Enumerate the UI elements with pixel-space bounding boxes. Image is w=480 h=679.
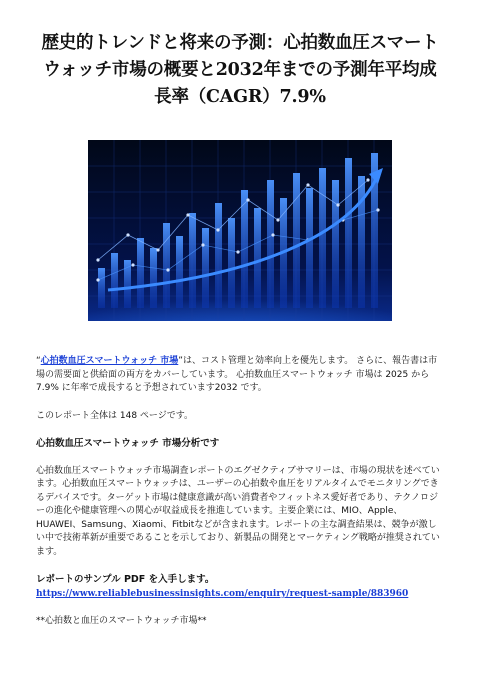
decorative-bar: [228, 218, 235, 308]
decorative-bar: [215, 203, 222, 308]
decorative-bar: [345, 158, 352, 308]
decorative-point: [216, 228, 219, 231]
page-title: 歴史的トレンドと将来の予測：心拍数血圧スマートウォッチ市場の概要と2032年までの予測年平均成長率（CAGR）7.9%: [41, 33, 439, 107]
decorative-point: [276, 218, 279, 221]
decorative-point: [96, 258, 99, 261]
decorative-point: [166, 268, 169, 271]
decorative-bar: [189, 213, 196, 308]
sample-url-link[interactable]: https://www.reliablebusinessinsights.com/enquiry/request-sample/883960: [36, 589, 409, 599]
decorative-bar: [306, 188, 313, 308]
analysis-body: 心拍数血圧スマートウォッチ市場調査レポートのエグゼクティブサマリーは、市場の現状を述べています。心拍数血圧スマートウォッチは、ユーザーの心拍数や血圧をリアルタイムでモニタリングできるデバイスです。ターゲット市場は健康意識が高い消費者やフィットネス愛好者であり、テクノロジーの進化や健康管理への関心が収益成長を推進しています。主要企業には、MIO、Apple、HUAWEI、Samsung、Xiaomi、Fitbitなどが含まれます。レポートの主な調査結果は、競争が激しい中で技術革新が重要であることを示しており、新製品の開発とマーケティング戦略が推奨されています。: [36, 465, 440, 557]
quote-open: “: [36, 356, 41, 366]
decorative-bar: [267, 180, 274, 308]
decorative-bar: [202, 228, 209, 308]
decorative-bar: [293, 173, 300, 308]
decorative-point: [236, 250, 239, 253]
decorative-bar: [111, 253, 118, 308]
decorative-point: [156, 248, 159, 251]
decorative-point: [126, 233, 129, 236]
intro-text: は、コスト管理と効率向上を優先します。 さらに、報告書は市場の需要面と供給面の両方をカバーしています。 心拍数血圧スマートウォッチ 市場は 2025 から 7.9% に年率で成長すると予想されています2032 です。: [36, 356, 438, 393]
decorative-point: [271, 233, 274, 236]
sample-heading-block: [36, 573, 444, 601]
decorative-bar: [137, 238, 144, 308]
decorative-bar: [254, 208, 261, 308]
decorative-bar: [319, 168, 326, 308]
pages-note: このレポート全体は 148 ページです。: [36, 410, 194, 421]
decorative-point: [246, 198, 249, 201]
intro-paragraph: [36, 355, 444, 396]
market-link[interactable]: 心拍数血圧スマートウォッチ 市場: [40, 356, 179, 366]
growth-chart-image: [88, 140, 392, 321]
decorative-bar: [176, 236, 183, 308]
decorative-point: [96, 278, 99, 281]
decorative-bar: [150, 248, 157, 308]
quote-close: ”: [178, 356, 183, 366]
analysis-heading: 心拍数血圧スマートウォッチ 市場分析です: [36, 438, 220, 449]
decorative-bar: [163, 223, 170, 308]
decorative-point: [201, 243, 204, 246]
decorative-point: [366, 178, 369, 181]
decorative-point: [376, 208, 379, 211]
decorative-bar: [98, 268, 105, 308]
decorative-point: [131, 263, 134, 266]
decorative-bar: [332, 180, 339, 308]
decorative-point: [306, 183, 309, 186]
sample-heading: レポートのサンプル PDF を入手します。: [36, 574, 215, 585]
footer-note: **心拍数と血圧のスマートウォッチ市場**: [36, 616, 207, 626]
decorative-point: [186, 213, 189, 216]
decorative-point: [336, 203, 339, 206]
